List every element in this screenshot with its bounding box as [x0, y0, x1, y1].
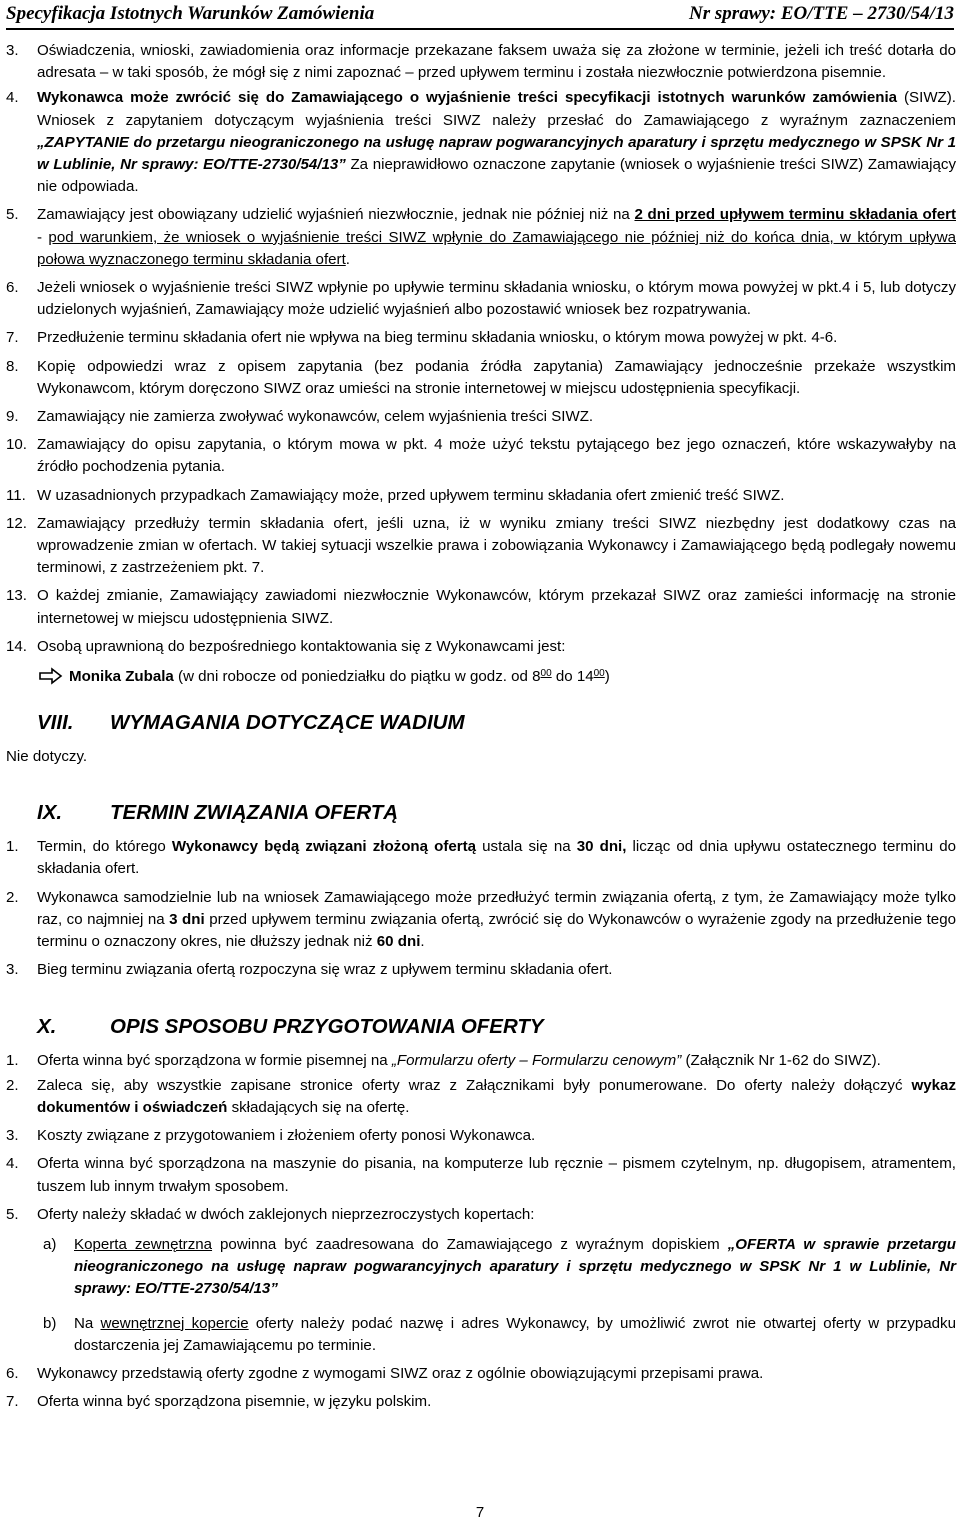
list-item-text: Oferty należy składać w dwóch zaklejonych nieprzezroczystych kopertach: — [37, 1205, 535, 1223]
text-run: oferty należy podać nazwę i adres Wykonawcy, by umożliwić zwrot nie otwartej oferty w przypadku dostarczenia jej Zamawiającemu po terminie. — [74, 1314, 956, 1354]
section-heading — [6, 1014, 956, 1040]
list-item-text — [37, 87, 956, 198]
list-item-text: Zamawiający do opisu zapytania, o którym mowa w pkt. 4 może użyć tekstu pytającego bez jego oznaczeń, które wskazywałyby na źródło pochodzenia pytania. — [37, 436, 956, 476]
text-run: (Załącznik Nr 1-62 do SIWZ). — [681, 1051, 881, 1069]
list-item-number: 3. — [6, 42, 19, 59]
list-item-number: 2. — [6, 1076, 19, 1094]
list-item-text — [37, 836, 956, 880]
list-item-number: 3. — [6, 1127, 19, 1145]
text-run: Zaleca się, aby wszystkie zapisane stronice oferty wraz z Załącznikami były ponumerowane. Do oferty należy dołączyć — [37, 1076, 912, 1094]
section-body-text: Nie dotyczy. — [6, 748, 88, 766]
superscript: 00 — [593, 668, 605, 680]
text-run: . — [345, 250, 350, 268]
sub-list-item-letter: a) — [43, 1235, 57, 1253]
list-item-number: 6. — [6, 279, 19, 297]
text-run: ) — [604, 668, 610, 686]
document-body — [6, 40, 956, 1413]
text-run: (SIWZ). Wniosek z zapytaniem dotyczącym wyjaśnienia treści SIWZ należy przesłać do Zamawiającego z wyraźnym zaznaczeniem — [37, 89, 956, 129]
list-item — [6, 636, 956, 658]
list-item-number: 14. — [6, 637, 27, 655]
list-item-number: 12. — [6, 514, 27, 532]
list-item — [6, 513, 956, 580]
sub-list-item-text — [74, 1234, 956, 1301]
list-item — [6, 204, 956, 271]
bold-italic-text: „OFERTA w sprawie przetargu nieograniczonego na usługę napraw pogwarancyjnych aparatury i sprzętu medycznego w SPSK Nr 1 w Lublinie, Nr sprawy: EO/TTE-2730/54/13” — [74, 1235, 957, 1298]
list-item-number: 7. — [6, 1393, 19, 1411]
bold-text: wykaz dokumentów i oświadczeń — [37, 1076, 956, 1116]
bold-underlined-text: 2 dni przed upływem terminu składania ofert — [634, 206, 956, 224]
list-item-number: 1. — [6, 838, 19, 856]
text-run: do 14 — [551, 668, 594, 686]
list-item-text — [37, 204, 956, 271]
superscript: 00 — [540, 668, 552, 680]
list-item — [6, 87, 956, 198]
text-run: . — [420, 933, 425, 951]
bold-italic-text: „ZAPYTANIE do przetargu nieograniczonego na usługę napraw pogwarancyjnych aparatury i sprzętu medycznego w SPSK Nr 1 w Lublinie, Nr sprawy: EO/TTE-2730/54/13” — [37, 133, 956, 174]
list-item-number: 4. — [6, 89, 19, 107]
list-item — [6, 485, 956, 507]
contact-person-line — [6, 666, 956, 688]
list-item — [6, 1204, 956, 1226]
list-item-text: Przedłużenie terminu składania ofert nie wpływa na bieg terminu składania wniosku, o którym mowa powyżej w pkt. 4-6. — [37, 329, 838, 347]
list-item — [6, 585, 956, 629]
section-number: IX. — [37, 801, 63, 825]
list-item — [6, 327, 956, 349]
list-item-text: Kopię odpowiedzi wraz z opisem zapytania (bez podania źródła zapytania) Zamawiający jednocześnie przekaże wszystkim Wykonawcom, którym doręczono SIWZ oraz umieści na stronie internetowej w miejscu udostępnienia specyfikacji. — [37, 357, 956, 397]
section-heading — [6, 710, 956, 736]
header-case-number: Nr sprawy: EO/TTE – 2730/54/13 — [689, 3, 954, 24]
sub-list-item — [6, 1313, 956, 1357]
header-document-title: Specyfikacja Istotnych Warunków Zamówienia — [6, 3, 375, 24]
text-run: Oferta winna być sporządzona w formie pisemnej na — [37, 1051, 392, 1069]
list-item — [6, 356, 956, 400]
list-item-text — [37, 1075, 956, 1119]
underlined-text: wewnętrznej kopercie — [100, 1314, 249, 1332]
text-run: Za nieprawidłowo oznaczone zapytanie (wniosek o wyjaśnienie treści SIWZ) Zamawiający nie odpowiada. — [37, 156, 956, 196]
list-item-text: W uzasadnionych przypadkach Zamawiający może, przed upływem terminu składania ofert zmienić treść SIWZ. — [37, 486, 785, 504]
list-item — [6, 959, 956, 981]
list-item-number: 10. — [6, 436, 27, 454]
text-run: ustala się na — [476, 838, 577, 856]
list-item-number: 8. — [6, 357, 19, 375]
list-item-number: 1. — [6, 1051, 19, 1069]
text-run: składających się na ofertę. — [227, 1098, 410, 1116]
page-header — [6, 2, 954, 30]
bold-text: 3 dni — [169, 910, 205, 928]
text-run: Termin, do którego — [37, 838, 172, 856]
list-item-number: 11. — [6, 486, 26, 504]
bold-text: Wykonawcy będą związani złożoną ofertą — [171, 838, 477, 856]
list-item — [6, 406, 956, 428]
text-run: - — [37, 228, 49, 246]
section-heading — [6, 800, 956, 826]
underlined-text: Koperta zewnętrzna — [74, 1235, 213, 1253]
text-run: Na — [74, 1314, 101, 1332]
list-item — [6, 1391, 956, 1413]
list-item-number: 13. — [6, 587, 27, 605]
underlined-text: pod warunkiem, że wniosek o wyjaśnienie treści SIWZ wpłynie do Zamawiającego nie później niż do końca dnia, w którym upływa połowa wyznaczonego terminu składania ofert — [37, 228, 956, 268]
list-item-number: 3. — [6, 961, 19, 979]
sub-list-item-text — [74, 1313, 956, 1357]
list-item-text: Jeżeli wniosek o wyjaśnienie treści SIWZ wpłynie po upływie terminu składania wniosku, o którym mowa powyżej w pkt.4 i 5, lub dotyczy udzielonych wyjaśnień, Zamawiający może udzielić wyjaśnień albo pozostawić wniosek bez rozpatrywania. — [37, 279, 956, 319]
list-item — [6, 1050, 956, 1072]
list-item-number: 5. — [6, 206, 19, 224]
list-item-text: O każdej zmianie, Zamawiający zawiadomi niezwłocznie Wykonawców, którym przekazał SIWZ oraz zamieści informację na stronie internetowej w miejscu udostępnienia SIWZ. — [37, 587, 956, 627]
text-run: przed upływem terminu związania ofertą, zwrócić się do Wykonawców o wyrażenie zgody na przedłużenie tego terminu o oznaczony okres, nie dłuższy jednak niż — [37, 910, 956, 951]
list-item — [6, 1153, 956, 1197]
right-arrow-outline-icon — [38, 666, 64, 686]
list-item — [6, 1125, 956, 1147]
bold-text: 30 dni, — [576, 838, 627, 856]
contact-name: Monika Zubala — [69, 668, 174, 686]
list-item-number: 7. — [6, 329, 19, 347]
list-item — [6, 887, 956, 954]
text-run: Zamawiający jest obowiązany udzielić wyjaśnień niezwłocznie, jednak nie później niż na — [37, 206, 635, 224]
sub-list-item — [6, 1234, 956, 1301]
page-number: 7 — [475, 1504, 485, 1521]
section-number: VIII. — [37, 711, 74, 735]
section-title: WYMAGANIA DOTYCZĄCE WADIUM — [110, 711, 465, 735]
sub-list-item-letter: b) — [43, 1314, 57, 1332]
list-item — [6, 836, 956, 880]
list-item-number: 2. — [6, 888, 19, 906]
list-item-number: 4. — [6, 1155, 19, 1173]
text-run: (w dni robocze od poniedziałku do piątku w godz. od 8 — [173, 668, 541, 686]
list-item — [6, 1363, 956, 1385]
section-title: TERMIN ZWIĄZANIA OFERTĄ — [110, 801, 399, 825]
list-item-text: Wykonawcy przedstawią oferty zgodne z wymogami SIWZ oraz z ogólnie obowiązującymi przepisami prawa. — [37, 1364, 764, 1382]
list-item-number: 6. — [6, 1364, 19, 1382]
list-item-text: Oferta winna być sporządzona pisemnie, w języku polskim. — [37, 1393, 432, 1411]
list-item — [6, 40, 956, 84]
list-item-text: Bieg terminu związania ofertą rozpoczyna się wraz z upływem terminu składania ofert. — [37, 961, 613, 979]
list-item-text: Osobą uprawnioną do bezpośredniego kontaktowania się z Wykonawcami jest: — [37, 637, 566, 655]
list-item-text: Zamawiający nie zamierza zwoływać wykonawców, celem wyjaśnienia treści SIWZ. — [37, 408, 594, 426]
list-item — [6, 277, 956, 321]
list-item-number: 9. — [6, 408, 19, 426]
list-item-text: Koszty związane z przygotowaniem i złożeniem oferty ponosi Wykonawca. — [37, 1127, 536, 1145]
list-item-text — [37, 1050, 956, 1072]
list-item — [6, 434, 956, 478]
bold-text: Wykonawca może zwrócić się do Zamawiającego o wyjaśnienie treści specyfikacji istotnych warunków zamówienia — [37, 89, 898, 107]
text-run: powinna być zaadresowana do Zamawiającego z wyraźnym dopiskiem — [212, 1235, 728, 1253]
section-number: X. — [37, 1014, 57, 1038]
italic-text: „Formularzu oferty – Formularzu cenowym” — [391, 1051, 682, 1069]
list-item-text: Oferta winna być sporządzona na maszynie do pisania, na komputerze lub ręcznie – pismem czytelnym, np. długopisem, atramentem, tuszem lub innym trwałym sposobem. — [37, 1155, 956, 1195]
section-title: OPIS SPOSOBU PRZYGOTOWANIA OFERTY — [110, 1014, 544, 1038]
list-item — [6, 1075, 956, 1119]
list-item-text: Oświadczenia, wnioski, zawiadomienia oraz informacje przekazane faksem uważa się za złożone w terminie, jeżeli ich treść dotarła do adresata – w taki sposób, że mógł się z nimi zapoznać – przed upływem terminu i została niezwłocznie potwierdzona pisemnie. — [37, 42, 956, 82]
text-run: licząc od dnia upływu ostatecznego terminu do składania ofert. — [37, 838, 956, 878]
list-item-text: Zamawiający przedłuży termin składania ofert, jeśli uzna, iż w wyniku zmiany treści SIWZ niezbędny jest dodatkowy czas na wprowadzenie zmian w ofertach. W takiej sytuacji wszelkie prawa i zobowiązania Wykonawcy i Zamawiającego będą podlegały nowemu terminowi, z zastrzeżeniem pkt. 7. — [37, 514, 956, 577]
bold-text: 60 dni — [376, 933, 421, 951]
text-run: Wykonawca samodzielnie lub na wniosek Zamawiającego może przedłużyć termin związania ofertą, z tym, że Zamawiający może tylko raz, co najmniej na — [37, 888, 956, 928]
list-item-number: 5. — [6, 1205, 19, 1223]
list-item-text — [37, 887, 956, 954]
